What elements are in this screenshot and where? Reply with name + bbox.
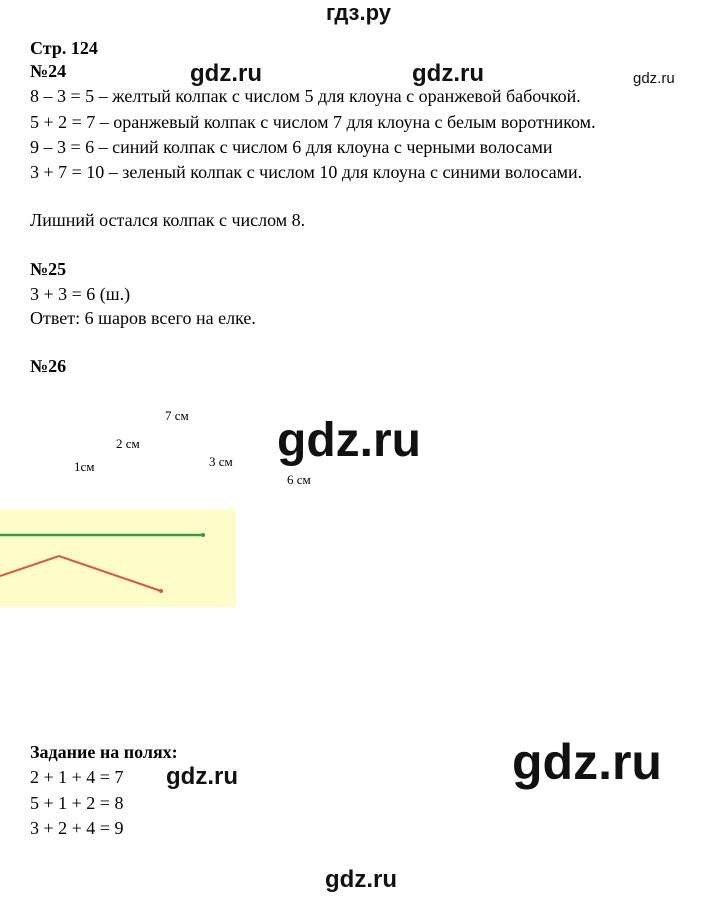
length-label-1cm: 1см bbox=[74, 459, 95, 474]
exercise-24-title: №24 bbox=[30, 61, 67, 81]
segment-drawing-svg bbox=[0, 509, 236, 607]
exercise-26-title: №26 bbox=[30, 356, 67, 376]
length-label-6cm: 6 см bbox=[287, 472, 311, 487]
green-segment-endpoint bbox=[201, 533, 205, 537]
margin-task-line: 5 + 1 + 2 = 8 bbox=[30, 793, 124, 813]
watermark-top: гдз.ру bbox=[326, 0, 391, 25]
exercise-24-line: 5 + 2 = 7 – оранжевый колпак с числом 7 для клоуна с белым воротником. bbox=[30, 112, 596, 132]
margin-task-line: 2 + 1 + 4 = 7 bbox=[30, 767, 124, 787]
length-label-7cm: 7 см bbox=[165, 408, 189, 423]
margin-task-title: Задание на полях: bbox=[30, 742, 178, 762]
page-reference: Стр. 124 bbox=[30, 38, 98, 58]
watermark-bottom: gdz.ru bbox=[325, 866, 397, 893]
exercise-24-line: 8 – 3 = 5 – желтый колпак с числом 5 для клоуна с оранжевой бабочкой. bbox=[30, 86, 581, 106]
watermark: gdz.ru bbox=[190, 60, 262, 87]
watermark: gdz.ru bbox=[633, 70, 675, 87]
watermark-center: gdz.ru bbox=[277, 414, 421, 467]
exercise-25-answer: Ответ: 6 шаров всего на елке. bbox=[30, 308, 256, 328]
watermark-large: gdz.ru bbox=[512, 734, 662, 790]
red-line-endpoint bbox=[159, 589, 163, 593]
length-label-2cm: 2 см bbox=[116, 436, 140, 451]
exercise-25-expression: 3 + 3 = 6 (ш.) bbox=[30, 284, 131, 304]
exercise-24-conclusion: Лишний остался колпак с числом 8. bbox=[30, 210, 306, 230]
exercise-24-line: 3 + 7 = 10 – зеленый колпак с числом 10 для клоуна с синими волосами. bbox=[30, 162, 583, 182]
margin-task-line: 3 + 2 + 4 = 9 bbox=[30, 818, 124, 838]
watermark: gdz.ru bbox=[166, 763, 238, 790]
watermark: gdz.ru bbox=[412, 60, 484, 87]
red-broken-line bbox=[0, 556, 161, 591]
length-label-3cm: 3 см bbox=[209, 454, 233, 469]
exercise-24-line: 9 – 3 = 6 – синий колпак с числом 6 для клоуна с черными волосами bbox=[30, 137, 553, 157]
segment-drawing bbox=[0, 509, 236, 607]
exercise-25-title: №25 bbox=[30, 259, 67, 279]
